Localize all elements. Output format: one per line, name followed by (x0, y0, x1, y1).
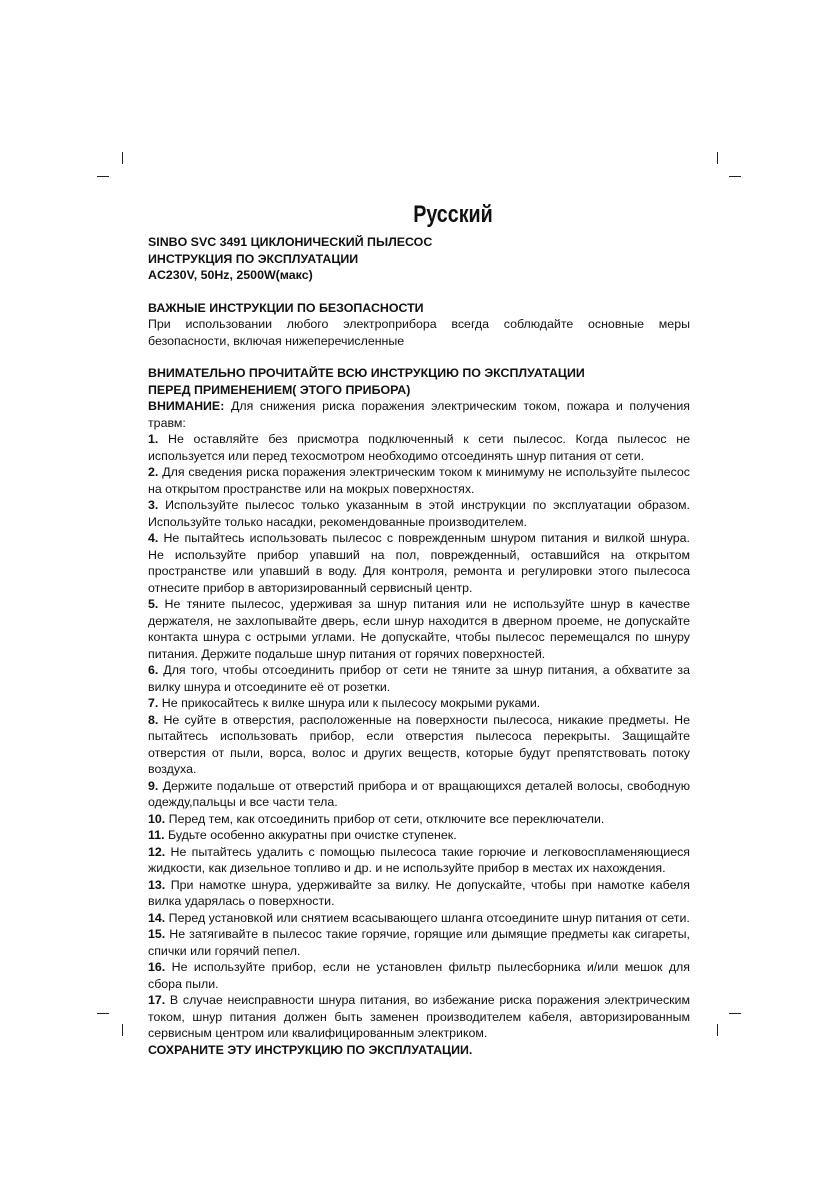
list-item (148, 530, 690, 596)
item-text: Для того, чтобы отсоединить прибор от сети не тяните за шнур питания, а обхватите за вилку шнура и отсоедините её от розетки. (148, 663, 690, 694)
list-item (148, 959, 690, 992)
item-text: Используйте пылесос только указанным в этой инструкции по эксплуатации образом. Используйте только насадки, рекомендованные производителем. (148, 498, 690, 529)
crop-mark-bottom-right-vertical (717, 1024, 718, 1036)
item-text: Не прикосайтесь к вилке шнура или к пылесосу мокрыми руками. (158, 696, 541, 710)
item-number: 11. (148, 828, 165, 842)
read-heading-line-1: ВНИМАТЕЛЬНО ПРОЧИТАЙТЕ ВСЮ ИНСТРУКЦИЮ ПО ЭКСПЛУАТАЦИИ (148, 366, 585, 380)
item-number: 1. (148, 432, 159, 446)
safety-items-list (148, 431, 690, 1042)
list-item (148, 992, 690, 1042)
crop-mark-bottom-left-horizontal (97, 1013, 109, 1014)
crop-mark-bottom-right-horizontal (729, 1013, 741, 1014)
item-number: 2. (148, 465, 159, 479)
list-item (148, 827, 690, 844)
item-number: 16. (148, 960, 166, 974)
safety-text: При использовании любого электроприбора всегда соблюдайте основные меры безопасности, включая нижеперечисленные (148, 317, 690, 348)
list-item (148, 695, 690, 712)
crop-mark-top-right-horizontal (729, 176, 741, 177)
read-instructions-section (148, 365, 690, 1058)
crop-mark-top-right-vertical (717, 152, 718, 164)
warning-label: ВНИМАНИЕ: (148, 399, 225, 413)
crop-mark-top-left-vertical (122, 152, 123, 164)
item-number: 12. (148, 844, 166, 859)
item-text: Держите подальше от отверстий прибора и от вращающихся деталей волосы, свободную одежду,пальцы и все части тела. (148, 778, 690, 809)
item-text: Не используйте прибор, если не установлен фильтр пылесборника и/или мешок для сбора пыли. (148, 960, 690, 991)
item-text: Не тяните пылесос, удерживая за шнур питания или не используйте шнур в качестве держателя, не захлопывайте дверь, если шнур находится в дверном проеме, не допускайте контакта шнура с острыми углами. Не допускайте, чтобы пылесос перемещался по шнуру питания. Держите подальше шнур питания от горячих поверхностей. (148, 597, 690, 661)
safety-heading: ВАЖНЫЕ ИНСТРУКЦИИ ПО БЕЗОПАСНОСТИ (148, 300, 424, 315)
list-item (148, 712, 690, 778)
crop-mark-top-left-horizontal (97, 176, 109, 177)
item-number: 4. (148, 531, 159, 545)
item-text: В случае неисправности шнура питания, во избежание риска поражения электрическим током, шнур питания должен быть заменен производителем кабеля, авторизированным сервисным центром или квалифицированным электриком. (148, 993, 690, 1040)
manual-title-line: ИНСТРУКЦИЯ ПО ЭКСПЛУАТАЦИИ (148, 251, 359, 266)
item-number: 13. (148, 877, 166, 892)
list-item (148, 596, 690, 662)
item-text: Будьте особенно аккуратны при очистке ступенек. (164, 828, 457, 842)
list-item (148, 910, 690, 927)
power-spec-line: AC230V, 50Hz, 2500W(макс) (148, 268, 313, 282)
list-item (148, 464, 690, 497)
item-text: Не пытайтесь удалить с помощью пылесоса такие горючие и легковоспламеняющиеся жидкости, как дизельное топливо и др. и не используйте прибор в местах их нахождения. (148, 844, 690, 875)
crop-mark-bottom-left-vertical (122, 1024, 123, 1036)
item-number: 10. (148, 811, 166, 826)
list-item (148, 877, 690, 910)
warning-paragraph (148, 398, 690, 431)
item-text: Не оставляйте без присмотра подключенный к сети пылесос. Когда пылесос не используется или перед техосмотром необходимо отсоединять шнур питания от сети. (148, 432, 690, 463)
item-text: Для сведения риска поражения электрическим током к минимуму не используйте пылесос на открытом пространстве или на мокрых поверхностях. (148, 465, 690, 496)
item-text: Не суйте в отверстия, расположенные на поверхности пылесоса, никакие предметы. Не пытайтесь использовать прибор, если отверстия пылесоса перекрыты. Защищайте отверстия от пыли, ворса, волос и других веществ, которые будут препятствовать потоку воздуха. (148, 712, 690, 776)
document-body (148, 234, 690, 1058)
product-header (148, 234, 690, 284)
item-number: 7. (148, 696, 159, 710)
item-number: 6. (148, 663, 159, 677)
closing-statement: СОХРАНИТЕ ЭТУ ИНСТРУКЦИЮ ПО ЭКСПЛУАТАЦИИ. (148, 1042, 473, 1057)
item-number: 3. (148, 498, 159, 512)
list-item (148, 778, 690, 811)
read-heading-line-2: ПЕРЕД ПРИМЕНЕНИЕМ( ЭТОГО ПРИБОРА) (148, 382, 411, 397)
item-number: 17. (148, 993, 166, 1007)
product-name-line: SINBO SVC 3491 ЦИКЛОНИЧЕСКИЙ ПЫЛЕСОС (148, 235, 433, 249)
item-number: 14. (148, 910, 166, 925)
item-text: Не затягивайте в пылесос такие горячие, горящие или дымящие предметы как сигареты, спички или горячий пепел. (148, 927, 690, 958)
item-text: Перед установкой или снятием всасывающего шланга отсоедините шнур питания от сети. (165, 910, 690, 925)
page-title: Русский (413, 201, 493, 228)
list-item (148, 662, 690, 695)
list-item (148, 926, 690, 959)
item-text: Не пытайтесь использовать пылесос с поврежденным шнуром питания и вилкой шнура. Не используйте прибор упавший на пол, поврежденный, оставшийся на открытом пространстве или упавший в воду. Для контроля, ремонта и регулировки этого пылесоса отнесите прибор в авторизированный сервисный центр. (148, 531, 690, 595)
list-item (148, 811, 690, 828)
warning-text: Для снижения риска поражения электрическим током, пожара и получения травм: (148, 399, 690, 430)
item-number: 15. (148, 927, 166, 941)
item-number: 8. (148, 712, 159, 727)
list-item (148, 431, 690, 464)
item-number: 9. (148, 778, 159, 793)
list-item (148, 497, 690, 530)
item-number: 5. (148, 597, 159, 611)
item-text: Перед тем, как отсоединить прибор от сети, отключите все переключатели. (165, 811, 605, 826)
safety-section (148, 300, 690, 350)
item-text: При намотке шнура, удерживайте за вилку. Не допускайте, чтобы при намотке кабеля вилка ударялась о поверхности. (148, 877, 690, 908)
list-item (148, 844, 690, 877)
